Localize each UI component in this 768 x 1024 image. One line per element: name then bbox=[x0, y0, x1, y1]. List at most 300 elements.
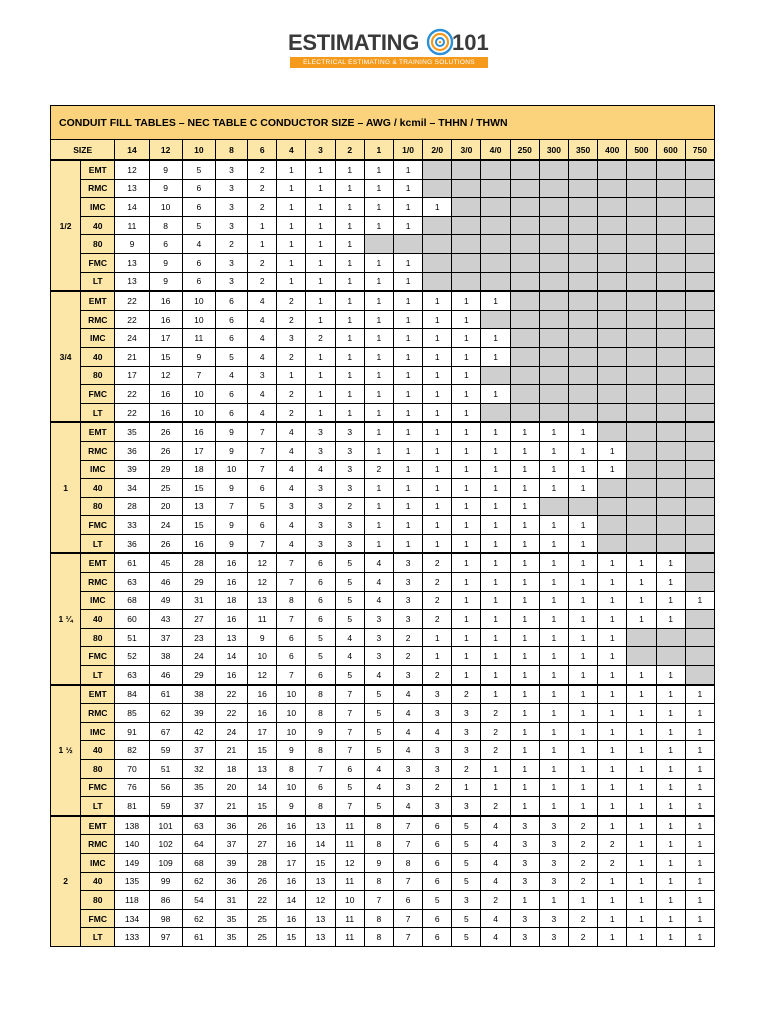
fill-value-cell: 1 bbox=[423, 347, 452, 366]
fill-value-cell: 2 bbox=[393, 647, 422, 666]
empty-cell bbox=[510, 272, 539, 291]
fill-value-cell: 1 bbox=[335, 272, 364, 291]
fill-value-cell: 3 bbox=[393, 610, 422, 629]
fill-value-cell: 1 bbox=[539, 610, 568, 629]
empty-cell bbox=[569, 403, 598, 422]
fill-value-cell: 8 bbox=[149, 216, 182, 235]
fill-value-cell: 10 bbox=[335, 891, 364, 910]
empty-cell bbox=[364, 235, 393, 254]
empty-cell bbox=[423, 160, 452, 179]
fill-value-cell: 2 bbox=[569, 909, 598, 928]
fill-value-cell: 3 bbox=[393, 573, 422, 592]
fill-value-cell: 1 bbox=[452, 347, 481, 366]
fill-value-cell: 1 bbox=[364, 479, 393, 498]
fill-value-cell: 4 bbox=[364, 666, 393, 685]
conduit-type-cell: EMT bbox=[81, 291, 115, 310]
fill-value-cell: 9 bbox=[149, 272, 182, 291]
conduit-size-cell: 1 ¼ bbox=[51, 553, 81, 684]
empty-cell bbox=[685, 329, 714, 348]
fill-value-cell: 1 bbox=[393, 253, 422, 272]
fill-value-cell: 1 bbox=[656, 835, 685, 854]
fill-value-cell: 1 bbox=[452, 666, 481, 685]
fill-value-cell: 29 bbox=[182, 573, 215, 592]
spiral-logo-icon bbox=[426, 28, 454, 56]
conduit-type-cell: RMC bbox=[81, 704, 115, 723]
empty-cell bbox=[481, 235, 510, 254]
table-row bbox=[51, 516, 715, 535]
empty-cell bbox=[510, 216, 539, 235]
empty-cell bbox=[598, 216, 627, 235]
fill-value-cell: 3 bbox=[335, 479, 364, 498]
fill-value-cell: 1 bbox=[656, 741, 685, 760]
fill-value-cell: 1 bbox=[277, 235, 306, 254]
fill-value-cell: 7 bbox=[393, 909, 422, 928]
fill-value-cell: 10 bbox=[277, 685, 306, 704]
empty-cell bbox=[656, 628, 685, 647]
conduit-type-cell: 40 bbox=[81, 216, 115, 235]
fill-value-cell: 3 bbox=[335, 516, 364, 535]
fill-value-cell: 11 bbox=[335, 909, 364, 928]
fill-value-cell: 62 bbox=[149, 704, 182, 723]
fill-value-cell: 1 bbox=[539, 666, 568, 685]
empty-cell bbox=[656, 460, 685, 479]
empty-cell bbox=[656, 347, 685, 366]
fill-value-cell: 82 bbox=[115, 741, 149, 760]
logo-number: 101 bbox=[452, 30, 489, 55]
fill-value-cell: 6 bbox=[306, 778, 335, 797]
fill-value-cell: 7 bbox=[393, 928, 422, 947]
fill-value-cell: 1 bbox=[452, 647, 481, 666]
fill-value-cell: 91 bbox=[115, 722, 149, 741]
fill-value-cell: 1 bbox=[685, 722, 714, 741]
fill-value-cell: 1 bbox=[306, 235, 335, 254]
fill-value-cell: 5 bbox=[423, 891, 452, 910]
fill-value-cell: 7 bbox=[306, 760, 335, 779]
fill-value-cell: 1 bbox=[598, 816, 627, 835]
fill-value-cell: 1 bbox=[510, 610, 539, 629]
fill-value-cell: 9 bbox=[215, 534, 247, 553]
table-row bbox=[51, 179, 715, 198]
fill-value-cell: 27 bbox=[182, 610, 215, 629]
fill-value-cell: 15 bbox=[149, 347, 182, 366]
empty-cell bbox=[598, 198, 627, 217]
fill-value-cell: 46 bbox=[149, 573, 182, 592]
empty-cell bbox=[627, 291, 656, 310]
fill-value-cell: 9 bbox=[215, 441, 247, 460]
fill-value-cell: 3 bbox=[393, 553, 422, 572]
fill-value-cell: 37 bbox=[215, 835, 247, 854]
table-row bbox=[51, 441, 715, 460]
fill-value-cell: 2 bbox=[393, 628, 422, 647]
fill-value-cell: 6 bbox=[423, 928, 452, 947]
fill-value-cell: 13 bbox=[115, 253, 149, 272]
fill-value-cell: 16 bbox=[277, 872, 306, 891]
fill-value-cell: 1 bbox=[335, 366, 364, 385]
fill-value-cell: 1 bbox=[627, 909, 656, 928]
fill-value-cell: 5 bbox=[364, 722, 393, 741]
fill-value-cell: 1 bbox=[335, 235, 364, 254]
fill-value-cell: 1 bbox=[481, 666, 510, 685]
fill-value-cell: 3 bbox=[215, 216, 247, 235]
empty-cell bbox=[656, 253, 685, 272]
fill-value-cell: 1 bbox=[452, 778, 481, 797]
empty-cell bbox=[539, 497, 568, 516]
fill-value-cell: 9 bbox=[215, 479, 247, 498]
fill-value-cell: 2 bbox=[598, 835, 627, 854]
empty-cell bbox=[539, 347, 568, 366]
fill-value-cell: 5 bbox=[248, 497, 277, 516]
fill-value-cell: 3 bbox=[393, 666, 422, 685]
fill-value-cell: 14 bbox=[248, 778, 277, 797]
fill-value-cell: 140 bbox=[115, 835, 149, 854]
fill-value-cell: 1 bbox=[452, 516, 481, 535]
table-row bbox=[51, 422, 715, 441]
fill-value-cell: 1 bbox=[569, 722, 598, 741]
fill-value-cell: 2 bbox=[306, 329, 335, 348]
fill-value-cell: 5 bbox=[364, 741, 393, 760]
fill-value-cell: 2 bbox=[423, 553, 452, 572]
fill-value-cell: 2 bbox=[248, 253, 277, 272]
fill-value-cell: 1 bbox=[685, 797, 714, 816]
fill-value-cell: 1 bbox=[598, 722, 627, 741]
empty-cell bbox=[656, 403, 685, 422]
fill-value-cell: 29 bbox=[182, 666, 215, 685]
fill-value-cell: 3 bbox=[539, 853, 568, 872]
fill-value-cell: 1 bbox=[423, 460, 452, 479]
empty-cell bbox=[510, 329, 539, 348]
fill-value-cell: 1 bbox=[306, 347, 335, 366]
fill-value-cell: 2 bbox=[248, 272, 277, 291]
fill-value-cell: 1 bbox=[627, 797, 656, 816]
fill-value-cell: 1 bbox=[685, 760, 714, 779]
fill-value-cell: 1 bbox=[510, 573, 539, 592]
fill-value-cell: 3 bbox=[452, 741, 481, 760]
table-row bbox=[51, 928, 715, 947]
fill-value-cell: 2 bbox=[481, 704, 510, 723]
empty-cell bbox=[598, 235, 627, 254]
fill-value-cell: 1 bbox=[539, 797, 568, 816]
fill-value-cell: 4 bbox=[481, 909, 510, 928]
fill-value-cell: 5 bbox=[364, 704, 393, 723]
empty-cell bbox=[627, 516, 656, 535]
fill-value-cell: 1 bbox=[248, 216, 277, 235]
fill-value-cell: 11 bbox=[335, 835, 364, 854]
conduit-size-cell: 1 ½ bbox=[51, 685, 81, 816]
fill-value-cell: 3 bbox=[510, 928, 539, 947]
fill-value-cell: 4 bbox=[481, 835, 510, 854]
fill-value-cell: 4 bbox=[277, 422, 306, 441]
fill-value-cell: 49 bbox=[149, 591, 182, 610]
empty-cell bbox=[598, 516, 627, 535]
fill-value-cell: 1 bbox=[335, 160, 364, 179]
fill-value-cell: 8 bbox=[364, 816, 393, 835]
fill-value-cell: 85 bbox=[115, 704, 149, 723]
fill-value-cell: 1 bbox=[627, 610, 656, 629]
fill-value-cell: 2 bbox=[277, 310, 306, 329]
fill-value-cell: 1 bbox=[481, 497, 510, 516]
fill-value-cell: 1 bbox=[423, 422, 452, 441]
fill-value-cell: 12 bbox=[149, 366, 182, 385]
fill-value-cell: 4 bbox=[248, 329, 277, 348]
fill-value-cell: 2 bbox=[423, 666, 452, 685]
fill-value-cell: 1 bbox=[569, 741, 598, 760]
fill-value-cell: 1 bbox=[569, 628, 598, 647]
fill-value-cell: 1 bbox=[481, 347, 510, 366]
column-header: 1 bbox=[364, 140, 393, 161]
fill-value-cell: 21 bbox=[115, 347, 149, 366]
fill-value-cell: 1 bbox=[364, 198, 393, 217]
fill-value-cell: 12 bbox=[248, 666, 277, 685]
fill-value-cell: 1 bbox=[539, 460, 568, 479]
fill-value-cell: 37 bbox=[182, 797, 215, 816]
empty-cell bbox=[685, 385, 714, 404]
empty-cell bbox=[685, 179, 714, 198]
fill-value-cell: 2 bbox=[569, 872, 598, 891]
empty-cell bbox=[598, 403, 627, 422]
fill-value-cell: 3 bbox=[215, 272, 247, 291]
fill-value-cell: 10 bbox=[149, 198, 182, 217]
fill-value-cell: 4 bbox=[423, 722, 452, 741]
empty-cell bbox=[627, 347, 656, 366]
fill-value-cell: 2 bbox=[277, 347, 306, 366]
empty-cell bbox=[598, 385, 627, 404]
fill-value-cell: 9 bbox=[215, 422, 247, 441]
fill-value-cell: 8 bbox=[277, 591, 306, 610]
fill-value-cell: 1 bbox=[364, 422, 393, 441]
fill-value-cell: 28 bbox=[248, 853, 277, 872]
fill-value-cell: 51 bbox=[115, 628, 149, 647]
fill-value-cell: 3 bbox=[335, 460, 364, 479]
fill-value-cell: 1 bbox=[423, 479, 452, 498]
empty-cell bbox=[627, 441, 656, 460]
fill-value-cell: 36 bbox=[115, 441, 149, 460]
fill-value-cell: 3 bbox=[539, 928, 568, 947]
fill-value-cell: 3 bbox=[306, 534, 335, 553]
fill-value-cell: 7 bbox=[335, 685, 364, 704]
fill-value-cell: 7 bbox=[335, 722, 364, 741]
column-header: 14 bbox=[115, 140, 149, 161]
column-header: 4 bbox=[277, 140, 306, 161]
fill-value-cell: 3 bbox=[215, 160, 247, 179]
empty-cell bbox=[627, 179, 656, 198]
fill-value-cell: 15 bbox=[182, 516, 215, 535]
fill-value-cell: 35 bbox=[115, 422, 149, 441]
fill-value-cell: 1 bbox=[569, 797, 598, 816]
fill-value-cell: 2 bbox=[423, 591, 452, 610]
fill-value-cell: 1 bbox=[481, 291, 510, 310]
fill-value-cell: 1 bbox=[452, 628, 481, 647]
fill-value-cell: 1 bbox=[656, 872, 685, 891]
fill-value-cell: 26 bbox=[248, 816, 277, 835]
table-row bbox=[51, 891, 715, 910]
fill-value-cell: 2 bbox=[248, 198, 277, 217]
fill-value-cell: 1 bbox=[393, 497, 422, 516]
fill-value-cell: 86 bbox=[149, 891, 182, 910]
fill-value-cell: 39 bbox=[182, 704, 215, 723]
fill-value-cell: 1 bbox=[393, 422, 422, 441]
empty-cell bbox=[627, 310, 656, 329]
empty-cell bbox=[685, 235, 714, 254]
fill-value-cell: 4 bbox=[393, 797, 422, 816]
column-header: 4/0 bbox=[481, 140, 510, 161]
conduit-type-cell: IMC bbox=[81, 853, 115, 872]
fill-value-cell: 1 bbox=[539, 647, 568, 666]
empty-cell bbox=[569, 497, 598, 516]
fill-value-cell: 6 bbox=[248, 516, 277, 535]
empty-cell bbox=[685, 347, 714, 366]
fill-value-cell: 1 bbox=[510, 441, 539, 460]
fill-value-cell: 1 bbox=[569, 422, 598, 441]
fill-value-cell: 1 bbox=[335, 329, 364, 348]
fill-value-cell: 1 bbox=[423, 628, 452, 647]
fill-value-cell: 4 bbox=[248, 291, 277, 310]
fill-value-cell: 1 bbox=[364, 441, 393, 460]
fill-value-cell: 1 bbox=[656, 553, 685, 572]
conduit-type-cell: 80 bbox=[81, 891, 115, 910]
conduit-type-cell: 80 bbox=[81, 366, 115, 385]
fill-value-cell: 6 bbox=[423, 909, 452, 928]
fill-value-cell: 1 bbox=[598, 647, 627, 666]
empty-cell bbox=[481, 253, 510, 272]
fill-value-cell: 1 bbox=[481, 610, 510, 629]
fill-value-cell: 9 bbox=[149, 253, 182, 272]
empty-cell bbox=[627, 460, 656, 479]
empty-cell bbox=[685, 291, 714, 310]
column-header: 6 bbox=[248, 140, 277, 161]
table-row bbox=[51, 198, 715, 217]
fill-value-cell: 1 bbox=[627, 872, 656, 891]
table-row bbox=[51, 816, 715, 835]
empty-cell bbox=[481, 366, 510, 385]
fill-value-cell: 1 bbox=[510, 704, 539, 723]
fill-value-cell: 13 bbox=[248, 591, 277, 610]
fill-value-cell: 13 bbox=[215, 628, 247, 647]
fill-value-cell: 3 bbox=[452, 704, 481, 723]
fill-value-cell: 98 bbox=[149, 909, 182, 928]
fill-value-cell: 1 bbox=[685, 741, 714, 760]
fill-value-cell: 2 bbox=[335, 497, 364, 516]
fill-value-cell: 6 bbox=[306, 666, 335, 685]
fill-value-cell: 1 bbox=[510, 479, 539, 498]
empty-cell bbox=[656, 385, 685, 404]
fill-value-cell: 9 bbox=[364, 853, 393, 872]
empty-cell bbox=[539, 272, 568, 291]
fill-value-cell: 13 bbox=[115, 179, 149, 198]
empty-cell bbox=[656, 497, 685, 516]
fill-value-cell: 62 bbox=[182, 909, 215, 928]
empty-cell bbox=[685, 216, 714, 235]
fill-value-cell: 25 bbox=[149, 479, 182, 498]
fill-value-cell: 35 bbox=[182, 778, 215, 797]
empty-cell bbox=[598, 497, 627, 516]
fill-value-cell: 3 bbox=[277, 329, 306, 348]
empty-cell bbox=[627, 235, 656, 254]
fill-value-cell: 26 bbox=[149, 441, 182, 460]
fill-value-cell: 5 bbox=[306, 647, 335, 666]
fill-value-cell: 97 bbox=[149, 928, 182, 947]
fill-value-cell: 9 bbox=[277, 741, 306, 760]
fill-value-cell: 5 bbox=[364, 797, 393, 816]
fill-value-cell: 63 bbox=[115, 666, 149, 685]
fill-value-cell: 18 bbox=[182, 460, 215, 479]
fill-value-cell: 1 bbox=[423, 497, 452, 516]
empty-cell bbox=[569, 253, 598, 272]
fill-value-cell: 20 bbox=[149, 497, 182, 516]
table-row bbox=[51, 704, 715, 723]
fill-value-cell: 1 bbox=[393, 291, 422, 310]
fill-value-cell: 1 bbox=[364, 272, 393, 291]
fill-value-cell: 9 bbox=[115, 235, 149, 254]
fill-value-cell: 3 bbox=[306, 516, 335, 535]
empty-cell bbox=[656, 160, 685, 179]
fill-value-cell: 1 bbox=[393, 272, 422, 291]
conduit-type-cell: LT bbox=[81, 797, 115, 816]
empty-cell bbox=[685, 553, 714, 572]
table-row bbox=[51, 760, 715, 779]
fill-value-cell: 8 bbox=[306, 797, 335, 816]
fill-value-cell: 1 bbox=[656, 778, 685, 797]
table-row bbox=[51, 741, 715, 760]
fill-value-cell: 3 bbox=[306, 441, 335, 460]
fill-value-cell: 28 bbox=[182, 553, 215, 572]
empty-cell bbox=[627, 385, 656, 404]
fill-value-cell: 2 bbox=[569, 928, 598, 947]
table-row bbox=[51, 797, 715, 816]
fill-value-cell: 22 bbox=[115, 310, 149, 329]
table-row bbox=[51, 872, 715, 891]
fill-value-cell: 1 bbox=[481, 647, 510, 666]
fill-value-cell: 1 bbox=[393, 385, 422, 404]
fill-value-cell: 1 bbox=[481, 573, 510, 592]
empty-cell bbox=[685, 573, 714, 592]
empty-cell bbox=[598, 422, 627, 441]
empty-cell bbox=[598, 534, 627, 553]
fill-value-cell: 1 bbox=[423, 534, 452, 553]
fill-value-cell: 2 bbox=[248, 179, 277, 198]
empty-cell bbox=[627, 497, 656, 516]
fill-value-cell: 61 bbox=[182, 928, 215, 947]
fill-value-cell: 9 bbox=[277, 797, 306, 816]
fill-value-cell: 81 bbox=[115, 797, 149, 816]
fill-value-cell: 1 bbox=[685, 835, 714, 854]
fill-value-cell: 101 bbox=[149, 816, 182, 835]
fill-value-cell: 6 bbox=[215, 329, 247, 348]
conduit-type-cell: 80 bbox=[81, 628, 115, 647]
empty-cell bbox=[569, 235, 598, 254]
conduit-type-cell: EMT bbox=[81, 685, 115, 704]
fill-value-cell: 1 bbox=[364, 403, 393, 422]
fill-value-cell: 9 bbox=[306, 722, 335, 741]
conduit-type-cell: 80 bbox=[81, 497, 115, 516]
fill-value-cell: 11 bbox=[335, 872, 364, 891]
fill-value-cell: 1 bbox=[481, 441, 510, 460]
fill-value-cell: 1 bbox=[539, 760, 568, 779]
conduit-type-cell: LT bbox=[81, 534, 115, 553]
fill-value-cell: 1 bbox=[627, 591, 656, 610]
empty-cell bbox=[656, 198, 685, 217]
fill-value-cell: 31 bbox=[182, 591, 215, 610]
fill-value-cell: 1 bbox=[364, 329, 393, 348]
fill-value-cell: 3 bbox=[335, 534, 364, 553]
fill-value-cell: 4 bbox=[277, 479, 306, 498]
fill-value-cell: 1 bbox=[539, 685, 568, 704]
fill-value-cell: 1 bbox=[306, 179, 335, 198]
fill-value-cell: 1 bbox=[452, 291, 481, 310]
fill-value-cell: 68 bbox=[182, 853, 215, 872]
fill-value-cell: 1 bbox=[510, 722, 539, 741]
fill-value-cell: 1 bbox=[481, 516, 510, 535]
fill-value-cell: 1 bbox=[569, 534, 598, 553]
